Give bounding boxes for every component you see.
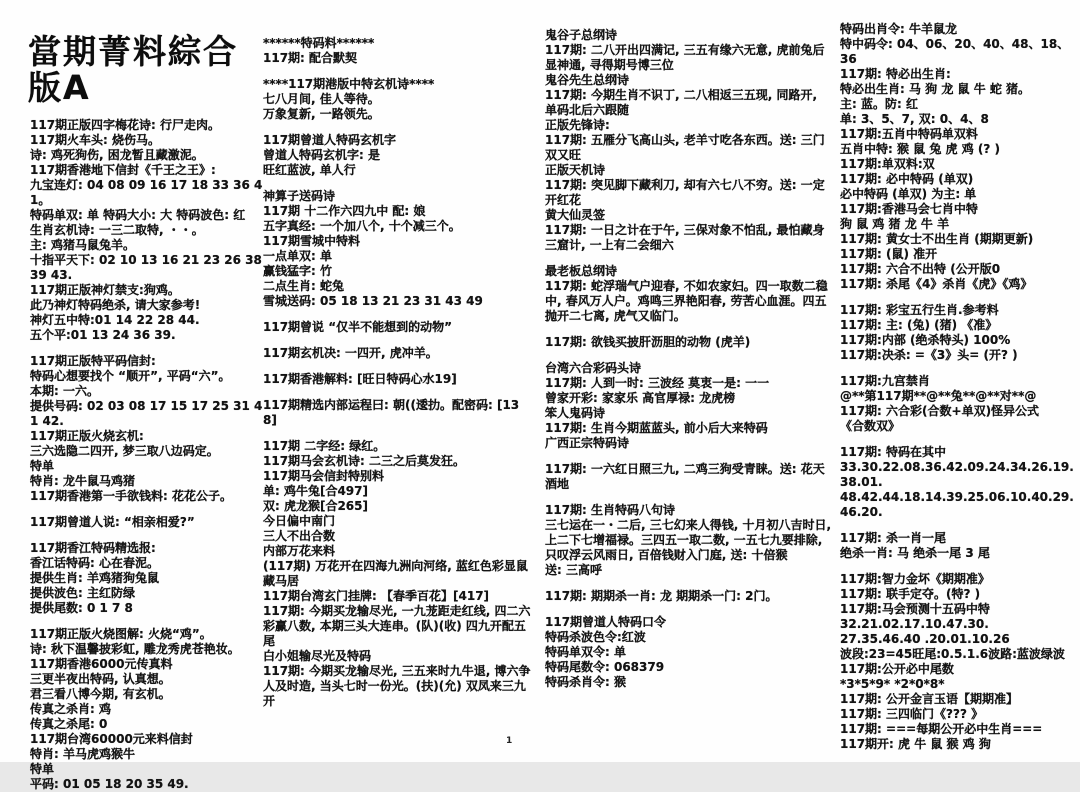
text-line: 117期香港地下信封《千王之王》: (30, 163, 216, 177)
text-line: 特码出肖令: 牛羊鼠龙 (840, 22, 957, 36)
text-line: 117期正版特平码信封: (30, 354, 156, 368)
text-line (545, 492, 833, 503)
text-line: 117期: 特码在其中 (840, 445, 947, 459)
text-line: 黄大仙灵签 (545, 208, 606, 222)
text-line: 三六选隐二四开, 梦三取八边码定。 (30, 444, 219, 458)
text-line: 特必出生肖: 马 狗 龙 鼠 牛 蛇 猪。 (840, 82, 1031, 96)
text-line: 117期: 生肖特码八句诗 (545, 503, 676, 517)
text-line: 九宝连灯: 04 08 09 16 17 18 33 36 41。 (30, 178, 263, 207)
text-line: 117期台湾玄门挂牌: 【春季百花】[417] (263, 589, 490, 603)
text-line: 三七运在一・二后, 三七幻来人得钱, 十月初八吉时日, 上二下七增福禄。三四五一取二数, 一五七九要排除, 只叹浮云风雨日, 百倍钱财入门庭, 送: 十倍猴 (545, 518, 832, 562)
text-line (263, 361, 531, 372)
text-line: 117期曾道人特码玄机字 (263, 133, 397, 147)
text-line: 必中特码 (单双) 为主: 单 (840, 187, 977, 201)
text-line: 117期曾道人特码口令 (545, 615, 667, 629)
text-line (545, 324, 833, 335)
text-line: 32.21.02.17.10.47.30. (840, 617, 989, 631)
text-line: 最老板总纲诗 (545, 264, 618, 278)
text-line: 鬼谷先生总纲诗 (545, 73, 630, 87)
text-line: 内部万花来料 (263, 544, 336, 558)
text-line: 《合数双》 (840, 419, 901, 433)
text-line: 117期: 今期买龙输尽光, 一九茏距走红线, 四二六彩赢八数, 本期三头大连串。(队)(收) 四九开配五尾 (263, 604, 531, 648)
text-line (263, 178, 531, 189)
text-line: 白小姐输尽光及特码 (263, 649, 372, 663)
text-line: 117期玄机决: 一四开, 虎冲羊。 (263, 346, 438, 360)
text-line: 五字真经: 一个加八个, 十个减三个。 (263, 219, 461, 233)
text-line: 此乃神灯特码绝杀, 请大家参考! (30, 298, 201, 312)
text-line: 笨人鬼码诗 (545, 406, 606, 420)
text-line: 117期香港6000元传真料 (30, 657, 173, 671)
text-line: 特中码令: 04、06、20、40、48、18、36 (840, 37, 1070, 66)
text-line: 117期:内部 (绝杀特头) 100% (840, 333, 1011, 347)
column-1 (30, 118, 270, 792)
text-line: 117期: ===每期公开必中生肖=== (840, 722, 1043, 736)
text-line: 神算子送码诗 (263, 189, 336, 203)
text-line: 117期: 三四临门《??? 》 (840, 707, 984, 721)
text-line: 117期:智力金坏《期期准》 (840, 572, 990, 586)
text-line: 117期精选内部运程曰: 朝((逶扐。配密码: [138] (263, 398, 520, 427)
text-line (840, 561, 1076, 572)
text-line: 特码杀波色令:红波 (545, 630, 646, 644)
text-line (840, 520, 1076, 531)
text-line: 二点生肖: 蛇兔 (263, 279, 344, 293)
text-line: 台湾六合彩码头诗 (545, 361, 642, 375)
text-line (30, 530, 270, 541)
text-line (263, 122, 531, 133)
text-line (30, 343, 270, 354)
text-line: 传真之杀肖: 鸡 (30, 702, 111, 716)
text-line: 七八月间, 佳人等待。 (263, 92, 380, 106)
text-line: ****117期港版中特玄机诗**** (263, 77, 435, 91)
text-line: 特单 (30, 459, 55, 473)
text-line: 双: 虎龙猴[合265] (263, 499, 368, 513)
text-line: 117期: 黄女士不出生肖 (期期更新) (840, 232, 1034, 246)
text-line: 本期: 一六。 (30, 384, 99, 398)
text-line (30, 504, 270, 515)
text-line: 三更半夜出特码, 认真想。 (30, 672, 171, 686)
text-line: 117期: 五雁分飞高山头, 老羊寸吃各东西。送: 三门双又旺 (545, 133, 825, 162)
text-line: 狗 鼠 鸡 猪 龙 牛 羊 (840, 217, 950, 231)
column-4 (840, 22, 1076, 752)
text-line: 曾家开彩: 家家乐 高官厚禄: 龙虎榜 (545, 391, 736, 405)
text-line: 诗: 鸡死狗伤, 困龙暂且藏激泥。 (30, 148, 204, 162)
text-line: 广西正宗特码诗 (545, 436, 630, 450)
text-line: 117期: 彩宝五行生肖.参考料 (840, 303, 999, 317)
text-line: 117期:公开必中尾数 (840, 662, 954, 676)
text-line: 117期马会信封特别料 (263, 469, 385, 483)
text-line: 主: 蓝。防: 红 (840, 97, 918, 111)
text-line: 117期: 必中特码 (单双) (840, 172, 974, 186)
text-line: 117期开: 虎 牛 鼠 猴 鸡 狗 (840, 737, 991, 751)
text-line: 117期: 二八开出四满记, 三五有缘六无意, 虎前兔后显神通, 寻得期号博三位 (545, 43, 825, 72)
text-line: 117期: (鼠) 准开 (840, 247, 938, 261)
text-line: 117期: 联手定夺。(特? ) (840, 587, 981, 601)
text-line (545, 350, 833, 361)
text-line: 传真之杀尾: 0 (30, 717, 108, 731)
text-line: 一点单双: 单 (263, 249, 332, 263)
text-line: 神灯五中特:01 14 22 28 44. (30, 313, 200, 327)
text-line: 旺红蓝波, 单人行 (263, 163, 356, 177)
text-line (263, 335, 531, 346)
text-line: 117期马会玄机诗: 二三之后莫发狂。 (263, 454, 466, 468)
text-line: 117期: 突见脚下藏利刀, 却有六七八不穷。送: 一定开红花 (545, 178, 825, 207)
text-line: 平码: 01 05 18 20 35 49. (30, 777, 189, 791)
text-line: (117期) 万花开在四海九洲向河络, 蓝红色彩显鼠藏马居 (263, 559, 528, 588)
text-line: 117期香港第一手欲钱料: 花花公子。 (30, 489, 233, 503)
text-line: 117期雪城中特料 (263, 234, 361, 248)
text-line: 117期:马会预测十五码中特 (840, 602, 990, 616)
text-line: 117期正版火烧玄机: (30, 429, 144, 443)
text-line: 五个平:01 13 24 36 39. (30, 328, 176, 342)
text-line: 117期: 配合默契 (263, 51, 358, 65)
text-line: 117期: 生肖今期蓝蓝头, 前小后大来特码 (545, 421, 768, 435)
text-line: 117期:单双料:双 (840, 157, 935, 171)
text-line (545, 253, 833, 264)
text-line: 117期: 杀尾《4》杀肖《虎》《鸡》 (840, 277, 1033, 291)
text-line: 117期: 人到一时: 三波经 莫衷一是: 一一 (545, 376, 770, 390)
text-line: 117期: 一六红日照三九, 二鸡三狗受青睐。送: 花天酒地 (545, 462, 825, 491)
text-line: 48.42.44.18.14.39.25.06.10.40.29.46.20. (840, 490, 1074, 519)
text-line: 君三看八博今期, 有玄机。 (30, 687, 171, 701)
text-line: *3*5*9* *2*0*8* (840, 677, 945, 691)
text-line (263, 387, 531, 398)
text-line (545, 604, 833, 615)
text-line: 117期 二字经: 绿红。 (263, 439, 386, 453)
text-line: 香江话特码: 心在春泥。 (30, 556, 159, 570)
text-line: 送: 三高呼 (545, 563, 602, 577)
text-line: 特单 (30, 762, 55, 776)
text-line: 绝杀一肖: 马 绝杀一尾 3 尾 (840, 546, 990, 560)
text-line: 117期香江特码精选报: (30, 541, 156, 555)
text-line: 今日偏中南门 (263, 514, 336, 528)
text-line: 117期: 六合不出特 (公开版0 (840, 262, 1001, 276)
text-line: 117期:决杀: =《3》头= (开? ) (840, 348, 1018, 362)
text-line: 27.35.46.40 .20.01.10.26 (840, 632, 1010, 646)
text-line: 提供号码: 02 03 08 17 15 17 25 31 41 42. (30, 399, 263, 428)
text-line: 单: 3、5、7, 双: 0、4、8 (840, 112, 989, 126)
text-line: 117期:九宫禁肖 (840, 374, 930, 388)
text-line: 117期: 一日之计在于午, 三保对象不怕乱, 最怕藏身三窟计, 一上有二会细六 (545, 223, 825, 252)
text-line: 正版先锋诗: (545, 118, 610, 132)
page-number: 1 (506, 736, 513, 746)
text-line: 三人不出合数 (263, 529, 336, 543)
text-line: 雪城送码: 05 18 13 21 23 31 43 49 (263, 294, 483, 308)
text-line (30, 616, 270, 627)
text-line: 曾道人特码玄机字: 是 (263, 148, 380, 162)
text-line: 117期火车头: 烧伤马。 (30, 133, 161, 147)
text-line: 117期正版火烧图解: 火烧“鸡”。 (30, 627, 212, 641)
text-line: 鬼谷子总纲诗 (545, 28, 618, 42)
text-line: 117期香港解料: [旺日特码心水19] (263, 372, 457, 386)
text-line: 117期曾道人说: “相亲相爱?” (30, 515, 195, 529)
text-line: 波段:23=45旺尾:0.5.1.6波路:蓝波绿波 (840, 647, 1065, 661)
text-line: 特码单双: 单 特码大小: 大 特码波色: 红 (30, 208, 246, 222)
page-title: 當期菁料綜合版A (28, 32, 238, 108)
text-line (263, 428, 531, 439)
text-line: 主: 鸡猪马鼠兔羊。 (30, 238, 135, 252)
text-line: 117期正版神灯禁支:狗鸡。 (30, 283, 180, 297)
text-line: 117期 十二作六四九中 配: 娘 (263, 204, 426, 218)
text-line (545, 578, 833, 589)
text-line: 117期: 蛇浮瑞气户迎春, 不如农家妇。四一取数二稳中, 春风万人户。鸡鸣三界艳阳春, 劳苦心血涯。四五抛开二七离, 虎气又临门。 (545, 279, 828, 323)
text-line: 117期正版四字梅花诗: 行尸走肉。 (30, 118, 221, 132)
text-line: 提供尾数: 0 1 7 8 (30, 601, 133, 615)
text-line: 117期: 杀一肖一尾 (840, 531, 947, 545)
text-line: 117期: 特必出生肖: (840, 67, 951, 81)
text-line (840, 434, 1076, 445)
text-line: 特码单双令: 单 (545, 645, 626, 659)
text-line (840, 363, 1076, 374)
text-line: 117期: 今期买龙输尽光, 三五来时九牛退, 博六争人及时造, 当头七时一份光。(扶)(允) 双凤来三九开 (263, 664, 531, 708)
text-line: 特码心想要找个 “顺开”, 平码“六”。 (30, 369, 231, 383)
text-line: 提供波色: 主红防绿 (30, 586, 135, 600)
text-line (263, 309, 531, 320)
text-line (545, 451, 833, 462)
text-line: 特码杀肖令: 猴 (545, 675, 626, 689)
text-line (263, 66, 531, 77)
text-line: 单: 鸡牛兔[合497] (263, 484, 368, 498)
text-line: 33.30.22.08.36.42.09.24.34.26.19.38.01. (840, 460, 1074, 489)
column-2 (263, 36, 531, 709)
text-line (840, 292, 1076, 303)
text-line: 117期: 六合彩(合数+单双)怪异公式 (840, 404, 1040, 418)
text-line: 万象复新, 一路领先。 (263, 107, 380, 121)
text-line: 117期: 今期生肖不识丁, 二八相返三五现, 同路开, 单码北后六跟随 (545, 88, 818, 117)
text-line: 五肖中特: 猴 鼠 兔 虎 鸡 (? ) (840, 142, 1000, 156)
text-line: 117期台湾60000元来料信封 (30, 732, 193, 746)
text-line: 提供生肖: 羊鸡猪狗兔鼠 (30, 571, 159, 585)
text-line: 117期: 主: (兔) (猪) 《准》 (840, 318, 998, 332)
column-3 (545, 28, 833, 690)
text-line: 特肖: 羊马虎鸡猴牛 (30, 747, 135, 761)
text-line: 117期: 欲钱买披肝沥胆的动物 (虎羊) (545, 335, 751, 349)
text-line: @**第117期**@**兔**@**对**@ (840, 389, 1037, 403)
text-line: 生肖玄机诗: 一三二取特, ・・。 (30, 223, 204, 237)
text-line: 特码尾数令: 068379 (545, 660, 665, 674)
text-line: ******特码料****** (263, 36, 375, 50)
text-line: 诗: 秋下温馨披彩虹, 雕龙秀虎苍艳妆。 (30, 642, 240, 656)
text-line: 117期曾说 “仅半不能想到的动物” (263, 320, 453, 334)
text-line: 赢钱猛字: 竹 (263, 264, 332, 278)
text-line: 117期:五肖中特码单双料 (840, 127, 978, 141)
text-line: 正版天机诗 (545, 163, 606, 177)
text-line: 117期:香港马会七肖中特 (840, 202, 978, 216)
text-line: 117期: 公开金言玉语【期期准】 (840, 692, 1019, 706)
text-line: 十指平天下: 02 10 13 16 21 23 26 38 39 43. (30, 253, 262, 282)
text-line: 特肖: 龙牛鼠马鸡猪 (30, 474, 135, 488)
text-line: 117期: 期期杀一肖: 龙 期期杀一门: 2门。 (545, 589, 778, 603)
